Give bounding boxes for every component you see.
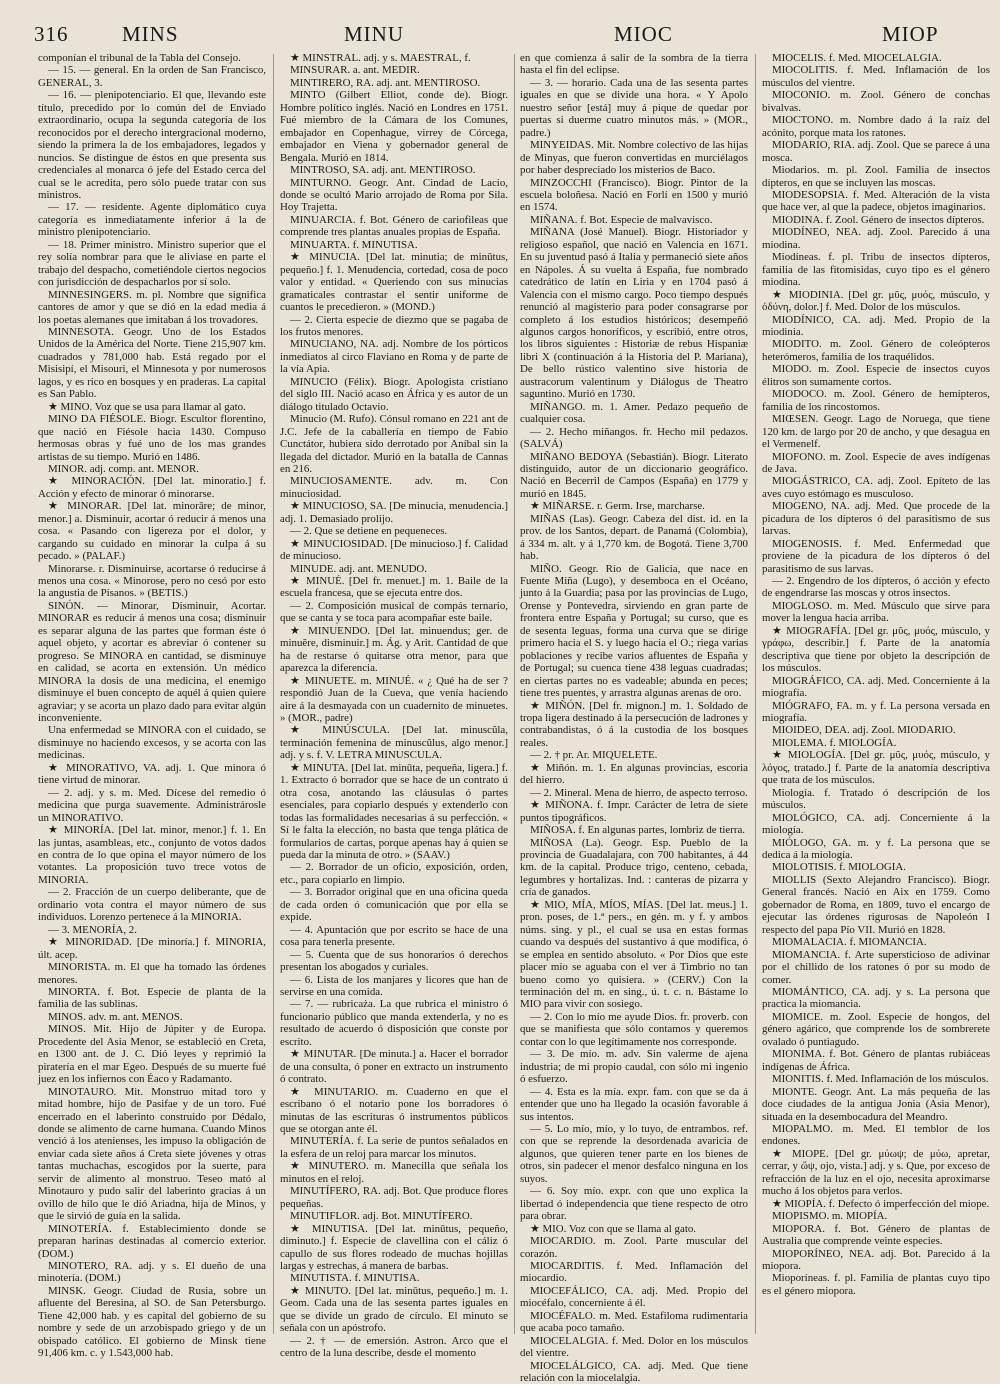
dictionary-entry: MIONIMA. f. Bot. Género de plantas rubiáceas indígenas de África. (762, 1048, 990, 1073)
dictionary-entry: — 6. Soy mío. expr. con que uno explica la libertad ó independencia que tiene respecto de otro para obrar. (520, 1185, 748, 1223)
dictionary-entry: en que comienza á salir de la sombra de la tierra hasta el fin del eclipse. (520, 52, 748, 77)
dictionary-entry: MINUTISTA. f. MINUTISA. (290, 1272, 420, 1285)
dictionary-entry: MIODÍNICO, CA. adj. Med. Propio de la miodinia. (762, 313, 990, 338)
dictionary-entry: MIOCEFÁLICO, CA. adj. Med. Propio del miocéfalo, concerniente á él. (520, 1284, 748, 1310)
dictionary-entry: MINOTAURO. Mit. Monstruo mitad toro y mitad hombre, hijo de Pasifae y de un toro. Fué encerrado en el laberinto construido por Dédalo, donde se alimento de carne humana. Cuando Minos venció á los atenienses, les impuso la obligación de enviar cada siete años á Creta siete jóvenes y otras tantas muchachas, escogidos por la suerte, para servir de alimento al monstruo. Teseo mató al Minotauro y pudo salir del laberinto gracias á un ovillo de hilo que le dió Ariadna, hija de Minos, y que le sirvió de guía en la salida. (38, 1085, 266, 1223)
dictionary-entry: ★ MINORAR. [Del lat. minorāre; de minor, menor.] a. Disminuir, acortar ó reducir á menos una cosa. « Pasando con ligereza por el dolor, y cargando su cuidado en minorar la culpa á su pecado. » (PALAF.) (38, 500, 266, 563)
dictionary-entry: MIOPORA. f. Bot. Género de plantas de Australia que comprende veinte especies. (762, 1222, 990, 1248)
guide-word: MINS (122, 22, 179, 46)
dictionary-entry: Miodarios. m. pl. Zool. Familia de insectos dípteros, en que se incluyen las moscas. (762, 164, 990, 189)
dictionary-entry: ★ MIO. Voz con que se llama al gato. (530, 1222, 697, 1235)
dictionary-entry: MINOTERÍA. f. Establecimiento donde se preparan harinas destinadas al comercio exterior. (DOM.) (38, 1222, 266, 1260)
column-divider (273, 54, 274, 1334)
dictionary-entry: MIÓLOGO, GA. m. y f. La persona que se dedica á la miología. (762, 836, 990, 861)
dictionary-entry: MINUTERÍA. f. La serie de puntos señalados en la esfera de un reloj para marcar los minutos. (280, 1135, 508, 1160)
dictionary-entry: MIÑANA (José Manuel). Biogr. Historiador y religioso español, que nació en Valencia en 1671. En su juventud pasó á Italia y permaneció siete años en Nápoles. Á su vuelta á España, fue nombrado catedrático de latín en Liria y en 1704 pasó á Valencia con el mismo cargo. Poco tiempo después renunció al magisterio para poder consagrarse por completo á los estudios históricos; desempeñó algunos cargos honoríficos, y escribió, entre otros, los libros siguientes : Historiæ de rebus Hispaniæ libri X (continuación á la Historia del P. Mariana), De bello rústico valentino sive historia de austracorum valentinum y Diálogus de Theatro saguntino. Murió en 1730. (520, 226, 748, 401)
dictionary-entry: MIÓGRAFO, FA. m. y f. La persona versada en miografía. (762, 699, 990, 725)
dictionary-entry: Miodíneas. f. pl. Tribu de insectos dípteros, familia de las fitomisidas, cuyo tipo es el género miodina. (762, 251, 990, 289)
dictionary-entry: MIÑAS (Las). Geogr. Cabeza del dist. id. en la prov. de los Santos, depart. de Panamá (Colombia), á 334 m. alt. y á 1,770 km. de Bogotá. Tiene 3,700 hab. (520, 512, 748, 563)
dictionary-entry: MINUCIOSAMENTE. adv. m. Con minuciosidad. (280, 475, 508, 500)
dictionary-entry: MINYEIDAS. Mit. Nombre colectivo de las hijas de Minyas, que fueron convertidas en murciélagos por haber despreciado los misterios de Baco. (520, 139, 748, 177)
dictionary-entry: — 7. — rubricaża. La que rubrica el ministro ó funcionario público que manda extenderla, y no es resultado de acuerdo ó disposición que conste por escrito. (280, 998, 508, 1048)
dictionary-entry: MINORTA. f. Bot. Especie de planta de la familia de las sublinas. (38, 985, 266, 1011)
dictionary-entry: ★ MINORÍA. [Del lat. minor, menor.] f. 1. En las juntas, asambleas, etc., conjunto de votos dados en contra de lo que opina el mayor número de los votantes. La proposición tuvo trece votos de MINORIA. (38, 824, 266, 886)
dictionary-entry: — 2. adj. y s. m. Med. Dícese del remedio ó medicina que purga suavemente. Administrárosle un MINORATIVO. (38, 786, 266, 824)
dictionary-entry: ★ MIOPÍA. f. Defecto ó imperfección del miope. (772, 1197, 990, 1210)
dictionary-entry: MINTURNO. Geogr. Ant. Cindad de Lacio, donde se ocultó Mario arrojado de Roma por Sila. Hoy Trajetta. (280, 176, 508, 214)
dictionary-entry: — 3. De mío. m. adv. Sin valerme de ajena industria; de mi propio caudal, con sólo mi ingenio ó esfuerzo. (520, 1048, 748, 1086)
dictionary-entry: MIONTE. Geogr. Ant. La más pequeña de las doce ciudades de la antigua Jonia (Asia Menor), situada en la desembocadura del Meandro. (762, 1085, 990, 1123)
dictionary-entry: MIOGLOSO. m. Med. Músculo que sirve para mover la lengua hacia arriba. (762, 599, 990, 625)
dictionary-entry: MINORISTA. m. El que ha tomado las órdenes menores. (38, 961, 266, 986)
dictionary-entry: ★ MIO, MÍA, MÍOS, MÍAS. [Del lat. meus.] 1. pron. poses, de 1.ª pers., en gén. m. y f. y ambos núms. sing. y pl., el cual se usa en estas formas cuando va después del sustantivo á que modifica, ó se emplea en sentido absoluto. « Por Dios que este placer mío se aguaba con el ver á Timbrio no tan bueno como yo quisiera. » (CERV.) Con la terminación del m. en sing., ú. t. c. n. Bástame lo MIO para vivir con sosiego. (520, 898, 748, 1011)
dictionary-entry: — 2. Con lo mío me ayude Dios. fr. proverb. con que se manifiesta que sólo contamos y queremos contar con lo que legítimamente nos corresponde. (520, 1010, 748, 1048)
dictionary-entry: MINOS. Mit. Hijo de Júpiter y de Europa. Procedente del Asia Menor, se estableció en Creta, en 1300 ant. de J. C. Dió leyes y reprimió la piratería en el mar Egeo. Después de su muerte fué juez en los infiernos con Éaco y Radamanto. (38, 1023, 266, 1086)
dictionary-entry: — 18. Primer ministro. Ministro superior que el rey solía nombrar para que le aliviase en parte el trabajo del despacho, cometiéndole ciertos negocios con jurisdicción de despacharlos por sí solo. (38, 238, 266, 289)
dictionary-entry: MINUARTA. f. MINUTISA. (290, 238, 418, 251)
dictionary-entry: ★ MINORIDAD. [De minoría.] f. MINORIA, últ. acep. (38, 936, 266, 961)
dictionary-entry: MIOPISMO. m. MIOPÍA. (772, 1210, 888, 1223)
dictionary-entry: ★ MIOGRAFÍA. [Del gr. μῦς, μυός, músculo, y γράφω, describir.] f. Parte de la anatomía descriptiva que tiene por objeto la descripción de los músculos. (762, 624, 990, 675)
dictionary-entry: MIÑANGO. m. 1. Amer. Pedazo pequeño de cualquier cosa. (520, 400, 748, 426)
dictionary-entry: — 5. Cuenta que de sus honorarios ó derechos presentan los abogados y curiales. (280, 948, 508, 974)
dictionary-entry: MIODO. m. Zool. Especie de insectos cuyos élitros son sumamente cortos. (762, 363, 990, 388)
dictionary-entry: MIOCELÁLGICO, CA. adj. Med. Que tiene relación con la miocelalgia. (520, 1359, 748, 1384)
dictionary-entry: Minorarse. r. Disminuirse, acortarse ó reducirse á menos una cosa. « Minorose, pero no cesó por esto la angustia de Pisanos. » (BETIS.) (38, 562, 266, 600)
dictionary-entry: ★ MINUCIOSIDAD. [De minucioso.] f. Calidad de minucioso. (280, 537, 508, 563)
text-column-3 (520, 52, 749, 1384)
column-divider (514, 54, 515, 1334)
dictionary-entry: MIOLLIS (Sexto Alejandro Francisco). Biogr. General francés. Nació en Aix en 1759. Como gobernador de Roma, en 1809, tuvo el encargo de ejecutar las órdenes rigurosas de Napoleón I respecto del papa Pío VII. Murió en 1828. (762, 873, 990, 936)
dictionary-entry: MINO DA FIÉSOLE. Biogr. Escultor florentino, que nació en Fiésole hacia 1430. Compuso hermosas obras y fué uno de los mas grandes artistas de su tiempo. Murió en 1486. (38, 413, 266, 463)
dictionary-entry: MIOGENO, NA. adj. Med. Que procede de la picadura de los dípteros ó del parasitismo de sus larvas. (762, 500, 990, 538)
dictionary-entry: MINUDE. adj. ant. MENUDO. (290, 562, 428, 575)
dictionary-entry: MIÑOSA (La). Geogr. Esp. Pueblo de la provincia de Guadalajara, con 700 habitantes, á 44 km. de la capital. Produce trigo, centeno, cebada, legumbres y hortalizas. Ind. : canteras de pizarra y cría de ganados. (520, 836, 748, 899)
dictionary-entry: ★ MINORATIVO, VA. adj. 1. Que minora ó tiene virtud de minorar. (38, 761, 266, 787)
dictionary-entry: — 3. Borrador original que en una oficina queda de cada orden ó comunicación que por ella se expide. (280, 886, 508, 924)
page-number: 316 (34, 22, 69, 46)
dictionary-entry: MIOGRÁFICO, CA. adj. Med. Concerniente á la miografía. (762, 674, 990, 700)
dictionary-entry: — 6. Lista de los manjares y licores que han de servirse en una comida. (280, 973, 508, 998)
dictionary-entry: MINUARCIA. f. Bot. Género de cariofileas que comprende tres plantas anuales propias de España. (280, 213, 508, 239)
dictionary-entry: MIÑO. Geogr. Río de Galicia, que nace en Fuente Miña (Lugo), y desemboca en el Océano, junto á la Guardia; pasa por las provincias de Lugo, Orense y Pontevedra, sirviendo en gran parte de frontera entre España y Portugal; su curso, que es de sesenta leguas, forma una curva que se dirige primero hacia el S. y luego hacia el O.; riega varias poblaciones y recibe varios afluentes de España y de Portugal; su cuenca tiene 438 leguas cuadradas; en ciertas partes no es vadeable; abunda en peces; tiene tres puentes, y arrastra algunas arenas de oro. (520, 562, 748, 700)
dictionary-entry: MINTO (Gilbert Elliot, conde de). Biogr. Hombre político inglés. Nació en Londres en 1751. Fué miembro de la Cámara de los Comunes, embajador en Copenhague, virrey de Córcega, embajador en Viena y gobernador general de Bengala. Murió en 1814. (280, 89, 508, 164)
dictionary-entry: SINÓN. — Minorar, Disminuir, Acortar. MINORAR es reducir á menos una cosa; disminuir es separar alguna de las partes que forman éste ó aquel objeto, y acortar es abreviar ó contener su progreso. Se MINORA en cantidad, se disminuye en calidad, se acorta en extensión. Un médico MINORA la dosis de una medicina, el enemigo disminuye el buen concepto de aquél á quien quiere agraviar; y se acorta un plazo dado para evitar algún inconveniente. (38, 599, 266, 725)
dictionary-entry: ★ MINUTA. [Del lat. minūta, pequeña, ligera.] f. 1. Extracto ó borrador que se hace de un contrato ú otra cosa, anotando las cláusulas ó partes esenciales, para copiarlo después y extenderlo con todas las formalidades necesarias á su perfección. « Sí le falta la elección, no basta que tenga plática de formularios de cartas, porque apenas hay á quien se pueda dar la minuta de otro. » (SAAV.) (280, 761, 508, 861)
dictionary-entry: — 2. Engendro de los dípteros, ó acción y efecto de engendrarse las moscas y otros insectos. (762, 575, 990, 600)
dictionary-entry: ★ MIÑARSE. r. Germ. Irse, marcharse. (530, 500, 705, 513)
guide-word: MIOP (882, 22, 939, 46)
dictionary-entry: MINTROSO, SA. adj. ant. MENTIROSO. (290, 164, 476, 177)
dictionary-entry: — 4. Apuntación que por escrito se hace de una cosa para tenerla presente. (280, 923, 508, 949)
dictionary-entry: MINOTERO, RA. adj. y s. El dueño de una minotería. (DOM.) (38, 1259, 266, 1285)
dictionary-entry: MIONITIS. f. Med. Inflamación de los músculos. (772, 1073, 989, 1086)
dictionary-entry: — 17. — residente. Agente diplomático cuya categoría es inmediatamente inferior á la de ministro plenipotenciario. (38, 201, 266, 239)
dictionary-entry: MIOCOLITIS. f. Med. Inflamación de los músculos del vientre. (762, 64, 990, 89)
dictionary-entry: MINZOCCHI (Francisco). Biogr. Pintor de la escuela boloñesa. Nació en Forlí en 1500 y murió en 1574. (520, 176, 748, 214)
dictionary-entry: MIOCONIO. m. Zool. Género de conchas bivalvas. (762, 89, 990, 114)
dictionary-entry: MIOGENOSIS. f. Med. Enfermedad que proviene de la picadura de los dípteros ó del parasitismo de sus larvas. (762, 537, 990, 575)
guide-word: MIOC (614, 22, 673, 46)
dictionary-entry: MIOMICE. m. Zool. Especie de hongos, del género agárico, que comprende los de sombrerete ovalado ó puntiagudo. (762, 1010, 990, 1048)
page-header (34, 22, 988, 52)
text-column-2 (280, 52, 508, 1360)
dictionary-entry: MINUCIANO, NA. adj. Nombre de los pórticos inmediatos al circo Flaviano en Roma y de parte de la vía Apia. (280, 338, 508, 376)
dictionary-entry: ★ MINSTRAL. adj. y s. MAESTRAL, f. (290, 52, 471, 64)
dictionary-entry: ★ MINUENDO. [Del lat. minuendus; ger. de minuĕre, disminuir.] m. Ág. y Arit. Cantidad de que ha de restarse ó quitarse otra menor, para que aparezca la diferencia. (280, 624, 508, 675)
dictionary-entry: ★ MIODINIA. [Del gr. μῦς, μυός, músculo, y ὀδύνη, dolor.] f. Med. Dolor de los músculos. (762, 288, 990, 314)
dictionary-entry: MIOPORÍNEO, NEA. adj. Bot. Parecido á la miopora. (762, 1247, 990, 1272)
dictionary-entry: MIODINA. f. Zool. Género de insectos dípteros. (772, 213, 985, 226)
dictionary-entry: MINOR. adj. comp. ant. MENOR. (48, 462, 199, 475)
column-divider (755, 54, 756, 1334)
dictionary-entry: — 2. Mineral. Mena de hierro, de aspecto terroso. (530, 786, 748, 799)
dictionary-entry: ★ MINUTISA. [Del lat. minūtus, pequeño, diminuto.] f. Especie de clavellina con el cáliz ó capullo de sus flores rodeado de muchas hojillas largas y estrechas, á manera de barbas. (280, 1222, 508, 1272)
dictionary-entry: MIOCÉFALO. m. Med. Estafiloma rudimentaria que acaba poco tamaño. (520, 1309, 748, 1335)
dictionary-entry: ★ MINUTAR. [De minuta.] a. Hacer el borrador de una consulta, ó poner en extracto un instrumento ó contrato. (280, 1048, 508, 1086)
dictionary-entry: MIODARIO, RIA. adj. Zool. Que se parece á una mosca. (762, 139, 990, 164)
dictionary-entry: MIŒSEN. Geogr. Lago de Noruega, que tiene 120 km. de largo por 20 de ancho, y que desagua en el Vermenelf. (762, 413, 990, 451)
dictionary-entry: — 2. Borrador de un oficio, exposición, orden, etc., para copiarlo en limpio. (280, 861, 508, 886)
dictionary-entry: MIOMÁNTICO, CA. adj. y s. La persona que practica la miomancia. (762, 985, 990, 1011)
dictionary-entry: MINNESINGERS. m. pl. Nombre que significa cantores de amor y que se dió en la edad media á los poetas alemanes que imitaban á los trovadores. (38, 288, 266, 326)
dictionary-entry: MIOLEMA. f. MIOLOGÍA. (772, 736, 897, 749)
dictionary-entry: componían el tribunal de la Tabla del Consejo. (38, 52, 241, 64)
dictionary-entry: — 2. Cierta especie de diezmo que se pagaba de los frutos menores. (280, 313, 508, 338)
dictionary-entry: ★ MINUÉ. [Del fr. menuet.] m. 1. Baile de la escuela francesa, que se ejecuta entre dos. (280, 575, 508, 600)
dictionary-entry: MIODESOPSIA. f. Med. Alteración de la vista que hace ver, al que la padece, objetos imaginarios. (762, 188, 990, 214)
dictionary-entry: ★ Miñón. m. 1. En algunas provincias, escoria del hierro. (520, 761, 748, 787)
dictionary-entry: MIOCARDITIS. f. Med. Inflamación del miocardio. (520, 1259, 748, 1285)
dictionary-entry: ★ MINORACIÓN. [Del lat. minoratio.] f. Acción y efecto de minorar ó minorarse. (38, 475, 266, 500)
dictionary-entry: MINUCIO (Félix). Biogr. Apologista cristiano del siglo III. Nació acaso en África y es autor de un diálogo titulado Octavio. (280, 375, 508, 413)
dictionary-entry: ★ MIOPE. [Del gr. μύωψ; de μύω, apretar, cerrar, y ὤψ, ojo, vista.] adj. y s. Que, por exceso de refracción de la luz en el ojo, necesita aproximarse mucho á los objetos para verlos. (762, 1147, 990, 1198)
dictionary-entry: MIOPALMO. m. Med. El temblor de los endones. (762, 1122, 990, 1148)
dictionary-entry: ★ MIÑÓN. [Del fr. mignon.] m. 1. Soldado de tropa ligera destinado á la persecución de ladrones y contrabandistas, ó á la custodia de los bosques reales. (520, 699, 749, 749)
dictionary-entry: — 2. Que se detiene en pequeneces. (290, 525, 448, 538)
dictionary-entry: — 4. Esta es la mía. expr. fam. con que se da á entender que uno ha llegado la ocasión favorable á sus intentos. (520, 1085, 748, 1123)
dictionary-entry: ★ MINO. Voz que se usa para llamar al gato. (48, 400, 246, 413)
guide-word: MINU (344, 22, 404, 46)
dictionary-entry: — 2. Composición musical de compás ternario, que se canta y se toca para acompañar este baile. (280, 599, 508, 625)
dictionary-entry: MINTIRERO, RA. adj. ant. MENTIROSO. (290, 76, 481, 89)
dictionary-entry: ★ MINUCIA. [Del lat. minutia; de minūtus, pequeño.] f. 1. Menudencia, cortedad, cosa de poco valor y entidad. « Queriendo con sus minucias gramaticales contrastar el sentir uniforme de cuantos le precedieron. » (MOND.) (280, 251, 508, 314)
dictionary-entry: MIOLÓGICO, CA. adj. Concerniente á la miología. (762, 811, 990, 837)
dictionary-entry: MINSK. Geogr. Ciudad de Rusia, sobre un afluente del Beresina, al SO. de San Petersburgo. Tiene 42,000 hab. y es capital del gobierno de su nombre y sede de un arzobispado griego y de un obispado católico. El gobierno de Minsk tiene 91,406 km. c. y 1.543,000 hab. (38, 1284, 266, 1360)
dictionary-entry: Una enfermedad se MINORA con el cuidado, se disminuye no haciendo excesos, y se acorta con las medicinas. (38, 724, 266, 762)
text-column-4 (762, 52, 990, 1337)
dictionary-entry: ★ MINÚSCULA. [Del lat. minuscŭla, terminación femenina de minuscŭlus, algo menor.] adj. y s. f. V. LETRA MINUSCULA. (280, 724, 508, 762)
dictionary-entry: MIÑANO BEDOYA (Sebastián). Biogr. Literato distinguido, autor de un diccionario geográfico. Nació en Becerril de Campos (España) en 1779 y murió en 1845. (520, 450, 748, 500)
dictionary-entry: — 3. — horario. Cada una de las sesenta partes iguales en que se divide una hora. « Y Apolo nuestro señor [está] muy á pique de quedar por puertas si duerme cuatro minutos más. » (MOR., padre.) (520, 76, 748, 139)
dictionary-entry: MIOCELALGIA. f. Med. Dolor en los músculos del vientre. (520, 1334, 748, 1360)
dictionary-entry: MIOFONO. m. Zool. Especie de aves indígenas de Java. (762, 450, 990, 475)
dictionary-entry: MIÑOSA. f. En algunas partes, lombriz de tierra. (530, 824, 746, 837)
dictionary-entry: MINNESOTA. Geogr. Uno de los Estados Unidos de la América del Norte. Tiene 215,907 km. cuadrados y 781,000 hab. Está regado por el Misisipí, el Misouri, el Minnesota y por numerosos lagos, y es rico en bosques y en praderas. La capital es San Pablo. (38, 325, 266, 401)
dictionary-entry: — 2. Fracción de un cuerpo deliberante, que de ordinario vota contra el mayor número de sus individuos. Lorenzo pertenece á la MINORIA. (38, 886, 266, 924)
dictionary-entry: ★ MIÑONA. f. Impr. Carácter de letra de siete puntos tipográficos. (520, 799, 748, 824)
dictionary-entry: ★ MIOLOGÍA. [Del gr. μῦς, μυός, músculo, y λόγος, tratado.] f. Parte de la anatomía descriptiva que trata de los músculos. (762, 749, 990, 787)
dictionary-entry: MINOS. adv. m. ant. MENOS. (48, 1010, 183, 1023)
dictionary-entry: MIOCARDIO. m. Zool. Parte muscular del corazón. (520, 1235, 748, 1260)
dictionary-entry: MIODOCO. m. Zool. Género de hemípteros, familia de los rincostomos. (762, 388, 990, 413)
dictionary-entry: MINUTIFLOR. adj. Bot. MINUTÍFERO. (290, 1210, 473, 1223)
dictionary-entry: ★ MINUTARIO. m. Cuaderno en que el escribano ó el notario pone los borradores ó minutas de las escrituras ó instrumentos públicos que se otorgan ante él. (280, 1085, 508, 1135)
dictionary-entry: MIÑANA. f. Bot. Especie de malvavisco. (530, 213, 713, 226)
dictionary-entry: Minucio (M. Rufo). Cónsul romano en 221 ant de J.C. Jefe de la caballería en tiempo de Fabio Cunctátor, hubiera sido derrotado por Aníbal sin la llegada del dictador. Murió en la batalla de Cannas en 216. (280, 413, 508, 475)
dictionary-entry: MIOGÁSTRICO, CA. adj. Zool. Epíteto de las aves cuyo estómago es musculoso. (762, 475, 990, 500)
dictionary-entry: MIOMALACIA. f. MIOMANCIA. (772, 936, 927, 949)
dictionary-entry: Miología. f. Tratado ó descripción de los músculos. (762, 786, 990, 812)
dictionary-entry: — 15. — general. En la orden de San Francisco, GENERAL, 3. (38, 64, 266, 89)
dictionary-entry: MINSURAR. a. ant. MEDIR. (290, 64, 420, 77)
dictionary-entry: — 2. Hecho miñangos. fr. Hecho mil pedazos. (SALVÁ) (520, 425, 748, 451)
dictionary-entry: — 16. — plenipotenciario. El que, llevando este título, precedido por lo común del de Enviado extraordinario, ocupa la segunda categoría de los reconocidos por el derecho intergracional moderno, siendo la primera la de los embajadores, legados y nuncios. Se distingue de éstos en que presenta sus credenciales al monarca ó jefe del Estado cerca del cual se le acredita, pero sólo puede tratar con sus ministros. (38, 89, 266, 201)
dictionary-entry: MIOIDEO, DEA. adj. Zool. MIODARIO. (772, 724, 956, 737)
dictionary-entry: MIODITO. m. Zool. Género de coleópteros heterómeros, familia de los traquélidos. (762, 338, 990, 363)
dictionary-entry: ★ MINUTO. [Del lat. minūtus, pequeño.] m. 1. Geom. Cada una de las sesenta partes iguales en que se divide un grado de círculo. El minuto se señala con un apóstrofo. (280, 1284, 508, 1335)
dictionary-entry: MIOCELIS. f. Med. MIOCELALGIA. (772, 52, 942, 64)
dictionary-entry: MIOMANCIA. f. Arte supersticioso de adivinar por el chillido de los ratones ó por su modo de comer. (762, 948, 990, 986)
dictionary-entry: MIODÍNEO, NEA. adj. Zool. Parecido á una miodina. (762, 226, 990, 251)
dictionary-entry: ★ MINUTERO. m. Manecilla que señala los minutos en el reloj. (280, 1160, 508, 1185)
dictionary-entry: MINUTÍFERO, RA. adj. Bot. Que produce flores pequeñas. (280, 1185, 508, 1210)
dictionary-entry: — 2. † — de emersión. Astron. Arco que el centro de la luna describe, desde el momento (280, 1334, 508, 1360)
dictionary-entry: MIOCTONO. m. Nombre dado á la raíz del acónito, porque mata los ratones. (762, 114, 990, 139)
dictionary-entry: ★ MINUETE. m. MINUÉ. « ¿ Qué ha de ser ? respondió Juan de la Cueva, que venía haciendo aire á la desmayada con un cuadernito de minuetes. » (MOR., padre) (280, 674, 508, 725)
dictionary-entry: Mioporíneas. f. pl. Familia de plantas cuyo tipo es el género miopora. (762, 1272, 990, 1297)
dictionary-entry: — 2. † pr. Ar. MIQUELETE. (530, 749, 658, 762)
dictionary-entry: ★ MINUCIOSO, SA. [De minucia, menudencia.] adj. 1. Demasiado prolijo. (280, 500, 508, 525)
dictionary-entry: — 5. Lo mío, mío, y lo tuyo, de entrambos. ref. con que se reprende la desordenada avaricia de algunos, que quieren tener parte en los bienes de otros, sin padecer el menor desfalco ninguna en los suyos. (520, 1122, 748, 1185)
text-column-1 (38, 52, 266, 1360)
dictionary-entry: — 3. MENORÍA, 2. (48, 923, 137, 936)
dictionary-entry: MIOLOTISIS. f. MIOLOGIA. (772, 861, 907, 874)
